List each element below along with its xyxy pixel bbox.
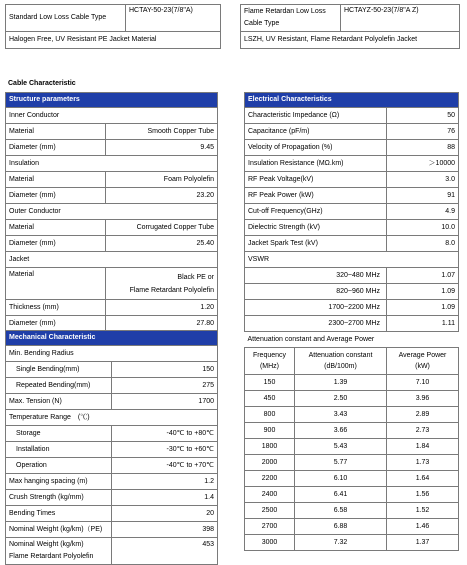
weight-fr-line1: Nominal Weight (kg/km)	[9, 541, 84, 548]
electrical-row	[245, 140, 459, 156]
jacket-diameter-label: Diameter (mm)	[6, 316, 106, 332]
structure-value: Smooth Copper Tube	[106, 124, 218, 140]
electrical-header: Electrical Characteristics	[245, 93, 459, 108]
structure-label: Diameter (mm)	[6, 188, 106, 204]
att-power: 1.56	[387, 487, 459, 503]
structure-group-label: Jacket	[6, 252, 218, 268]
att-constant: 6.10	[295, 471, 387, 487]
att-power: 3.96	[387, 391, 459, 407]
electrical-value: 76	[387, 124, 459, 140]
structure-row	[6, 236, 218, 252]
vswr-band: 2300~2700 MHz	[245, 316, 387, 332]
att-power: 1.64	[387, 471, 459, 487]
structure-label: Material	[6, 124, 106, 140]
attenuation-row	[245, 487, 459, 503]
structure-value: Corrugated Copper Tube	[106, 220, 218, 236]
electrical-label: Jacket Spark Test (kV)	[245, 236, 387, 252]
vswr-row	[245, 284, 459, 300]
electrical-label: Characteristic Impedance (Ω)	[245, 108, 387, 124]
pow-header-2: (kW)	[415, 363, 430, 370]
bending-times-label: Bending Times	[6, 506, 112, 522]
attenuation-row	[245, 535, 459, 551]
att-frequency: 2400	[245, 487, 295, 503]
structure-row	[6, 252, 218, 268]
max-tension-label: Max. Tension (N)	[6, 394, 112, 410]
cable-type-label: Standard Low Loss Cable Type	[6, 5, 126, 32]
bending-times-value: 20	[112, 506, 218, 522]
electrical-row	[245, 188, 459, 204]
structure-table	[5, 92, 218, 332]
att-constant: 6.41	[295, 487, 387, 503]
att-power: 7.10	[387, 375, 459, 391]
installation-value: -30℃ to +60℃	[112, 442, 218, 458]
vswr-label: VSWR	[245, 252, 459, 268]
vswr-row	[245, 316, 459, 332]
pow-header-1: Average Power	[398, 352, 447, 359]
single-bending-label: Single Bending(mm)	[6, 362, 112, 378]
att-constant: 3.66	[295, 423, 387, 439]
att-frequency: 2000	[245, 455, 295, 471]
electrical-label: Dielectric Strength (kV)	[245, 220, 387, 236]
max-hanging-label: Max hanging spacing (m)	[6, 474, 112, 490]
att-constant: 3.43	[295, 407, 387, 423]
att-power: 2.89	[387, 407, 459, 423]
electrical-row	[245, 108, 459, 124]
electrical-value: 88	[387, 140, 459, 156]
vswr-band: 1700~2200 MHz	[245, 300, 387, 316]
electrical-label: Cut-off Frequency(GHz)	[245, 204, 387, 220]
electrical-value: ＞10000	[387, 156, 459, 172]
vswr-row	[245, 300, 459, 316]
max-hanging-value: 1.2	[112, 474, 218, 490]
freq-header-2: (MHz)	[259, 363, 280, 370]
electrical-row	[245, 204, 459, 220]
top-right-info-table	[240, 4, 460, 49]
att-power: 1.52	[387, 503, 459, 519]
att-header-1: Attenuation constant	[308, 352, 373, 359]
structure-value: 25.40	[106, 236, 218, 252]
storage-label: Storage	[6, 426, 112, 442]
electrical-row	[245, 156, 459, 172]
repeated-bending-value: 275	[112, 378, 218, 394]
structure-value: 9.45	[106, 140, 218, 156]
jacket-material-line1: Black PE or	[177, 273, 214, 281]
electrical-row	[245, 124, 459, 140]
mechanical-table	[5, 330, 218, 565]
att-power: 1.46	[387, 519, 459, 535]
att-power: 1.37	[387, 535, 459, 551]
structure-label: Diameter (mm)	[6, 236, 106, 252]
attenuation-row	[245, 439, 459, 455]
jacket-diameter-value: 27.80	[106, 316, 218, 332]
jacket-description: Halogen Free, UV Resistant PE Jacket Material	[6, 32, 221, 49]
weight-pe-label: Nominal Weight (kg/km)（PE)	[6, 522, 112, 538]
att-frequency: 1800	[245, 439, 295, 455]
attenuation-row	[245, 455, 459, 471]
att-frequency: 900	[245, 423, 295, 439]
jacket-material-label: Material	[6, 268, 106, 300]
attenuation-row	[245, 407, 459, 423]
storage-value: -40℃ to +80℃	[112, 426, 218, 442]
operation-value: -40℃ to +70℃	[112, 458, 218, 474]
vswr-row	[245, 268, 459, 284]
att-frequency: 2500	[245, 503, 295, 519]
electrical-label: Insulation Resistance (MΩ.km)	[245, 156, 387, 172]
att-frequency: 800	[245, 407, 295, 423]
structure-value: 23.20	[106, 188, 218, 204]
weight-fr-value: 453	[112, 538, 218, 565]
att-constant: 5.77	[295, 455, 387, 471]
att-header-2: (dB/100m)	[324, 363, 357, 370]
vswr-band: 320~480 MHz	[245, 268, 387, 284]
electrical-label: Capacitance (pF/m)	[245, 124, 387, 140]
crush-label: Crush Strength (kg/mm)	[6, 490, 112, 506]
structure-label: Material	[6, 220, 106, 236]
attenuation-row	[245, 423, 459, 439]
attenuation-row	[245, 471, 459, 487]
structure-row	[6, 172, 218, 188]
freq-header-1: Frequency	[252, 352, 287, 359]
electrical-value: 50	[387, 108, 459, 124]
att-frequency: 450	[245, 391, 295, 407]
structure-row	[6, 220, 218, 236]
att-power: 1.84	[387, 439, 459, 455]
electrical-value: 10.0	[387, 220, 459, 236]
electrical-label: Velocity of Propagation (%)	[245, 140, 387, 156]
structure-label: Material	[6, 172, 106, 188]
att-constant: 2.50	[295, 391, 387, 407]
structure-row	[6, 156, 218, 172]
electrical-label: RF Peak Voltage(kV)	[245, 172, 387, 188]
attenuation-title: Attenuation constant and Average Power	[245, 332, 459, 348]
electrical-label: RF Peak Power (kW)	[245, 188, 387, 204]
fr-jacket-description: LSZH, UV Resistant, Flame Retardant Polyolefin Jacket	[241, 32, 460, 49]
structure-group-label: Outer Conductor	[6, 204, 218, 220]
att-frequency: 3000	[245, 535, 295, 551]
weight-fr-line2: Flame Retardant Polyolefin	[9, 553, 94, 560]
structure-row	[6, 140, 218, 156]
structure-group-label: Inner Conductor	[6, 108, 218, 124]
electrical-row	[245, 220, 459, 236]
att-frequency: 150	[245, 375, 295, 391]
att-power: 2.73	[387, 423, 459, 439]
repeated-bending-label: Repeated Bending(mm)	[6, 378, 112, 394]
mechanical-header: Mechanical Characteristic	[6, 331, 218, 346]
structure-group-label: Insulation	[6, 156, 218, 172]
vswr-band: 820~960 MHz	[245, 284, 387, 300]
weight-pe-value: 398	[112, 522, 218, 538]
vswr-value: 1.09	[387, 300, 459, 316]
att-frequency: 2700	[245, 519, 295, 535]
electrical-value: 3.0	[387, 172, 459, 188]
att-power: 1.73	[387, 455, 459, 471]
jacket-material-line2: Flame Retardant Polyolefin	[129, 286, 214, 294]
installation-label: Installation	[6, 442, 112, 458]
thickness-label: Thickness (mm)	[6, 300, 106, 316]
crush-value: 1.4	[112, 490, 218, 506]
structure-header: Structure parameters	[6, 93, 218, 108]
single-bending-value: 150	[112, 362, 218, 378]
attenuation-row	[245, 375, 459, 391]
attenuation-row	[245, 503, 459, 519]
fr-cable-model: HCTAYZ-50-23(7/8"A Z)	[341, 5, 460, 32]
att-constant: 7.32	[295, 535, 387, 551]
att-constant: 6.58	[295, 503, 387, 519]
min-bending-label: Min. Bending Radius	[6, 346, 218, 362]
structure-row	[6, 124, 218, 140]
operation-label: Operation	[6, 458, 112, 474]
electrical-value: 8.0	[387, 236, 459, 252]
att-constant: 5.43	[295, 439, 387, 455]
vswr-value: 1.09	[387, 284, 459, 300]
vswr-value: 1.07	[387, 268, 459, 284]
temp-range-label: Temperature Range (℃)	[6, 410, 218, 426]
fr-cable-type-label: Flame Retardan Low Loss Cable Type	[241, 5, 341, 32]
electrical-row	[245, 172, 459, 188]
electrical-table	[244, 92, 459, 551]
electrical-row	[245, 236, 459, 252]
structure-row	[6, 108, 218, 124]
structure-label: Diameter (mm)	[6, 140, 106, 156]
structure-value: Foam Polyolefin	[106, 172, 218, 188]
vswr-value: 1.11	[387, 316, 459, 332]
att-constant: 1.39	[295, 375, 387, 391]
attenuation-row	[245, 391, 459, 407]
top-left-info-table	[5, 4, 221, 49]
electrical-value: 4.9	[387, 204, 459, 220]
att-frequency: 2200	[245, 471, 295, 487]
structure-row	[6, 204, 218, 220]
cable-model: HCTAY-50-23(7/8"A)	[126, 5, 221, 32]
att-constant: 6.88	[295, 519, 387, 535]
section-title: Cable Characteristic	[8, 80, 76, 87]
thickness-value: 1.20	[106, 300, 218, 316]
max-tension-value: 1700	[112, 394, 218, 410]
electrical-value: 91	[387, 188, 459, 204]
attenuation-row	[245, 519, 459, 535]
structure-row	[6, 188, 218, 204]
